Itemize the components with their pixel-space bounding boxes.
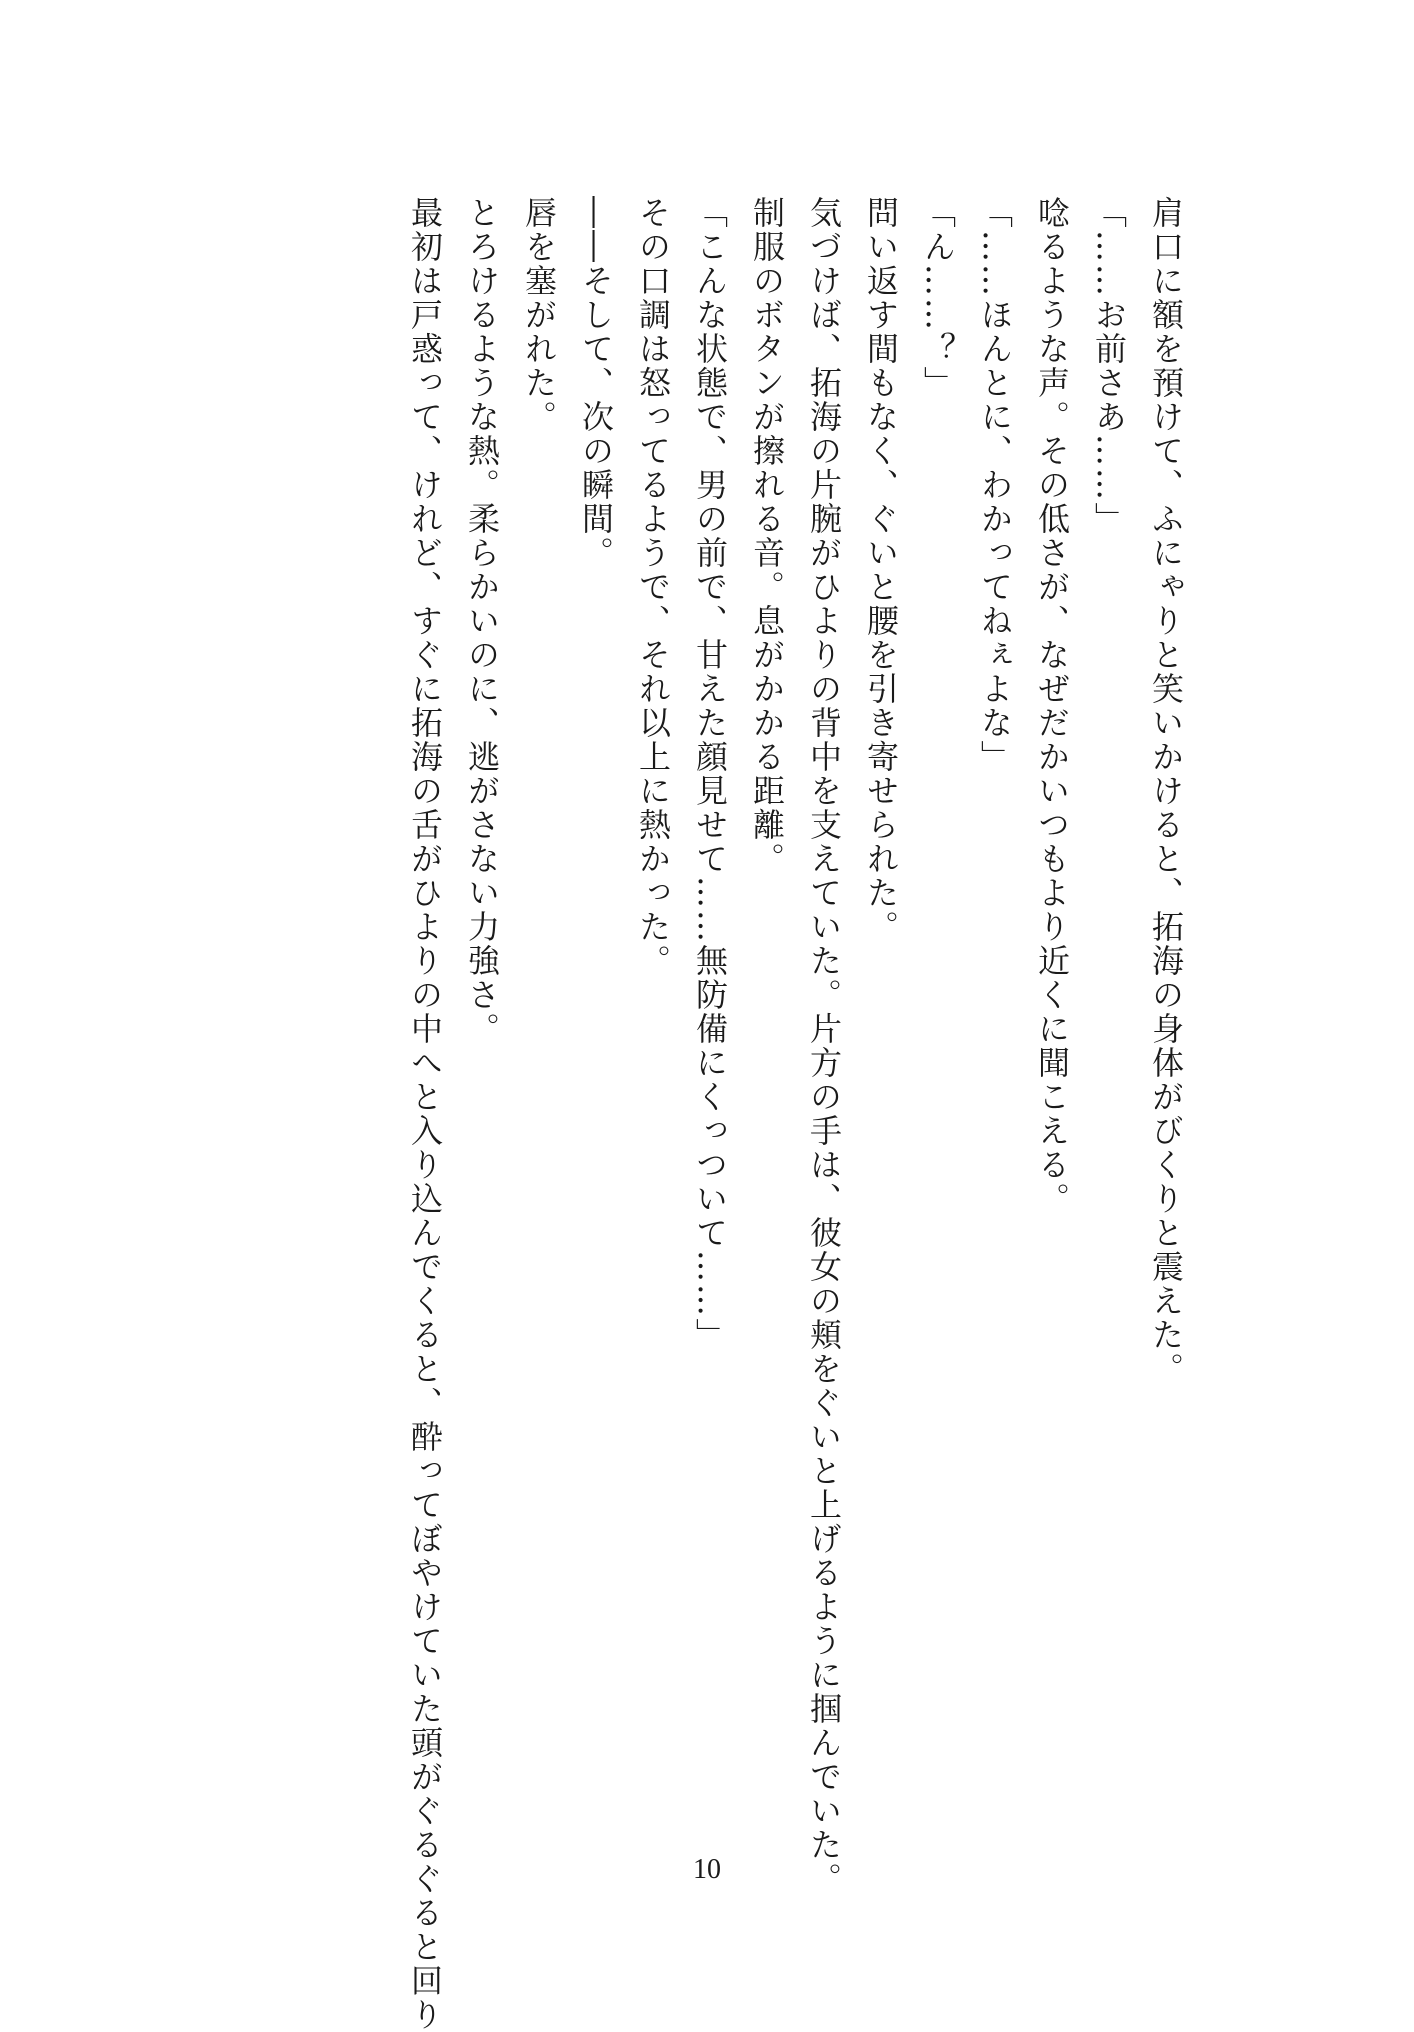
text-line: とろけるような熱。柔らかいのに、逃がさない力強さ。 — [463, 196, 501, 1046]
text-line: 「こんな状態で、男の前で、甘えた顔見せて……無防備にくっついて……」 — [691, 196, 729, 1352]
text-line: 唸るような声。その低さが、なぜだかいつもより近くに聞こえる。 — [1033, 196, 1071, 1216]
page-number: 10 — [693, 1854, 721, 1885]
text-line: 問い返す間もなく、ぐいと腰を引き寄せられた。 — [862, 196, 900, 944]
text-line: 「……ほんとに、わかってねぇよな」 — [976, 196, 1014, 774]
text-line: 気づけば、拓海の片腕がひよりの背中を支えていた。片方の手は、彼女の頬をぐいと上げるように掴んでいた。 — [805, 196, 843, 1896]
text-line: 唇を塞がれた。 — [520, 196, 558, 434]
text-line: 最初は戸惑って、けれど、すぐに拓海の舌がひよりの中へと入り込んでくると、酔ってぼやけていた頭がぐるぐると回り — [406, 196, 444, 2032]
text-line: ――そして、次の瞬間。 — [577, 196, 615, 570]
text-line: 肩口に額を預けて、ふにゃりと笑いかけると、拓海の身体がびくりと震えた。 — [1147, 196, 1185, 1386]
text-line: 「……お前さあ……」 — [1090, 196, 1128, 536]
text-line: 制服のボタンが擦れる音。息がかかる距離。 — [748, 196, 786, 876]
text-line: その口調は怒ってるようで、それ以上に熱かった。 — [634, 196, 672, 978]
text-line: 「ん……？」 — [919, 196, 957, 400]
